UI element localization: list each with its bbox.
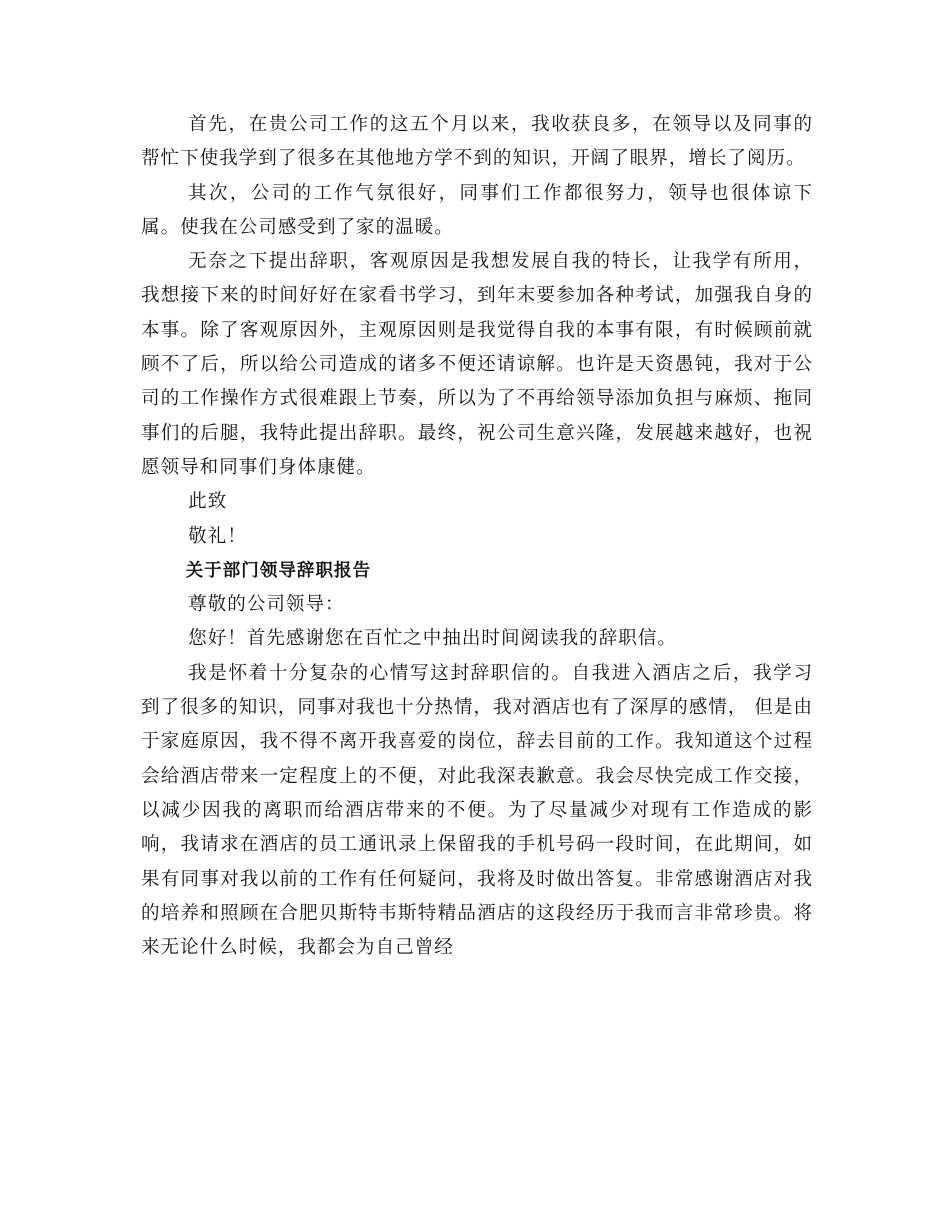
closing-line-1: 此致	[188, 491, 228, 513]
paragraph-reason: 无奈之下提出辞职，客观原因是我想发展自我的特长，让我学有所用，我想接下来的时间好好在家看书学习，到年末要参加各种考试，加强我自身的本事。除了客观原因外，主观原因则是我觉得自我的本事有限，有时候顾前就顾不了后，所以给公司造成的诸多不便还请谅解。也许是天资愚钝，我对于公司的工作操作方式很难跟上节奏，所以为了不再给领导添加负担与麻烦、拖同事们的后腿，我特此提出辞职。最终，祝公司生意兴隆，发展越来越好，也祝愿领导和同事们身体康健。	[141, 251, 813, 478]
closing-line-2: 敬礼！	[188, 525, 247, 547]
paragraph-first: 首先，在贵公司工作的这五个月以来，我收获良多，在领导以及同事的帮忙下使我学到了很多在其他地方学不到的知识，开阔了眼界，增长了阅历。	[141, 114, 813, 170]
document-page	[141, 108, 813, 965]
section-title: 关于部门领导辞职报告	[185, 560, 372, 581]
body-paragraph: 我是怀着十分复杂的心情写这封辞职信的。自我进入酒店之后，我学习到了很多的知识，同事对我也十分热情，我对酒店也有了深厚的感情， 但是由于家庭原因，我不得不离开我喜爱的岗位，辞去目前的工作。我知道这个过程会给酒店带来一定程度上的不便，对此我深表歉意。我会尽快完成工作交接，以减少因我的离职而给酒店带来的不便。为了尽量减少对现有工作造成的影响，我请求在酒店的员工通讯录上保留我的手机号码一段时间，在此期间，如果有同事对我以前的工作有任何疑问，我将及时做出答复。非常感谢酒店对我的培养和照顾在合肥贝斯特韦斯特精品酒店的这段经历于我而言非常珍贵。将来无论什么时候，我都会为自己曾经	[141, 662, 813, 959]
greeting-line: 您好！首先感谢您在百忙之中抽出时间阅读我的辞职信。	[188, 628, 677, 650]
salutation: 尊敬的公司领导：	[188, 594, 345, 616]
paragraph-second: 其次，公司的工作气氛很好，同事们工作都很努力，领导也很体谅下属。使我在公司感受到了家的温暖。	[141, 182, 813, 238]
